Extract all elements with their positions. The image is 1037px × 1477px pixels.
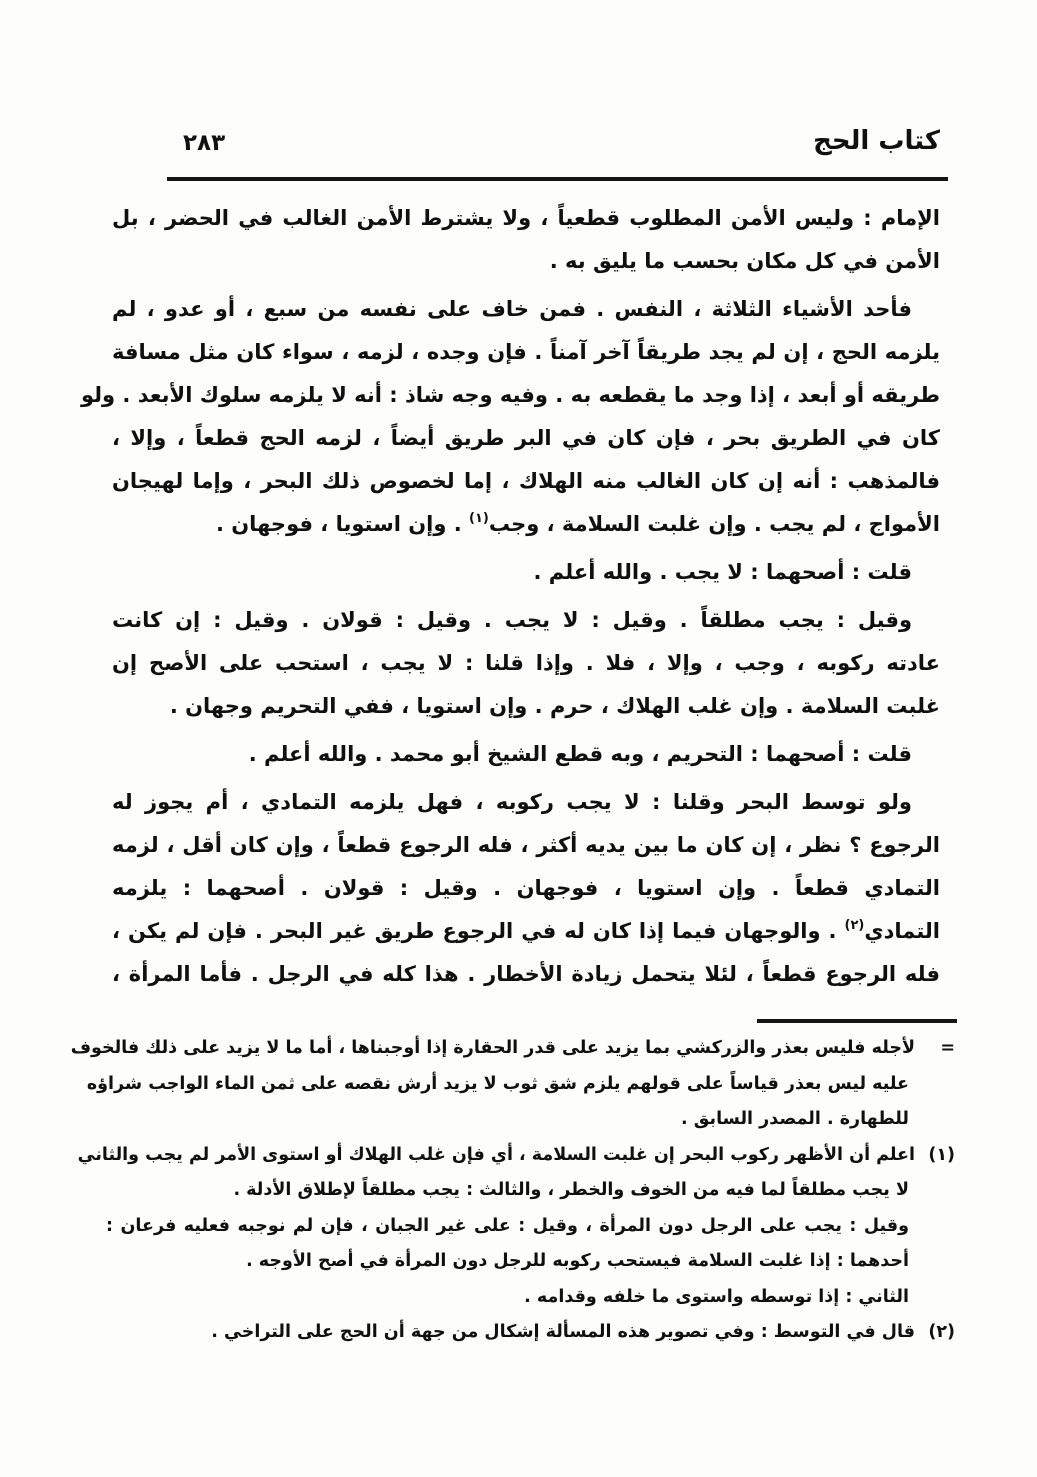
footnote-line xyxy=(106,1315,955,1351)
footnote-text: قال في التوسط : وفي تصوير هذه المسألة إشكال من جهة أن الحج على التراخي . xyxy=(211,1322,915,1342)
footnote-text: اعلم أن الأظهر ركوب البحر إن غلبت السلامة ، أي فإن غلب الهلاك أو استوى الأمر لم يجب والثاني xyxy=(77,1144,915,1165)
text-line: قلت : أصحهما : لا يجب . والله أعلم . xyxy=(533,560,912,584)
footnote-line xyxy=(70,1031,955,1067)
footnote-ref-2: (٢) xyxy=(844,918,865,933)
text-line: فأحد الأشياء الثلاثة ، النفس . فمن خاف على نفسه من سبع ، أو عدو ، لم xyxy=(112,297,912,321)
text-line: التمادي قطعاً . وإن استويا ، فوجهان . وقيل : قولان . أصحهما : يلزمه xyxy=(112,876,940,900)
footnote-line: وقيل : يجب على الرجل دون المرأة ، وقيل : على غير الجبان ، فإن لم نوجبه فعليه فرعان : xyxy=(106,1215,909,1236)
text-line: الأمن في كل مكان بحسب ما يليق به . xyxy=(549,249,940,273)
page-header xyxy=(183,126,940,156)
footnote-ref-1: (١) xyxy=(469,511,489,526)
footnote-marker-2: (٢) xyxy=(928,1322,955,1342)
text-line xyxy=(112,910,940,953)
footnote-separator xyxy=(757,1019,957,1023)
text-line: وقيل : يجب مطلقاً . وقيل : لا يجب . وقيل : قولان . وقيل : إن كانت xyxy=(112,608,912,632)
text-line: غلبت السلامة . وإن غلب الهلاك ، حرم . وإن استويا ، ففي التحريم وجهان . xyxy=(169,694,940,718)
line-text: . وإن استويا ، فوجهان . xyxy=(215,512,470,536)
line-text: الأمواج ، لم يجب . وإن غلبت السلامة ، وجب xyxy=(488,512,940,536)
footnote-marker-continuation: = xyxy=(940,1038,955,1058)
line-text: التمادي xyxy=(864,919,940,943)
text-line: فالمذهب : أنه إن كان الغالب منه الهلاك ، إما لخصوص ذلك البحر ، وإما لهيجان xyxy=(112,469,940,493)
text-line: طريقه أو أبعد ، إذا وجد ما يقطعه به . وفيه وجه شاذ : أنه لا يلزمه سلوك الأبعد . ولو xyxy=(80,383,940,407)
text-line xyxy=(112,503,940,546)
footnotes xyxy=(70,1031,955,1351)
header-rule xyxy=(167,177,948,181)
text-line: الإمام : وليس الأمن المطلوب قطعياً ، ولا يشترط الأمن الغالب في الحضر ، بل xyxy=(112,206,940,230)
footnote-text: لأجله فليس بعذر والزركشي بما يزيد على قدر الحقارة إذا أوجبناها ، أما ما لا يزيد على ذلك فالخوف xyxy=(70,1038,915,1058)
text-line: ولو توسط البحر وقلنا : لا يجب ركوبه ، فهل يلزمه التمادي ، أم يجوز له xyxy=(112,790,912,814)
text-line: فله الرجوع قطعاً ، لئلا يتحمل زيادة الأخطار . هذا كله في الرجل . فأما المرأة ، xyxy=(112,962,940,986)
chapter-title: كتاب الحج xyxy=(813,126,940,156)
footnote-line: لا يجب مطلقاً لما فيه من الخوف والخطر ، والثالث : يجب مطلقاً لإطلاق الأدلة . xyxy=(233,1180,909,1200)
text-line: قلت : أصحهما : التحريم ، وبه قطع الشيخ أبو محمد . والله أعلم . xyxy=(248,742,912,766)
page-number: ٢٨٣ xyxy=(183,130,226,156)
text-line: الرجوع ؟ نظر ، إن كان ما بين يديه أكثر ، فله الرجوع قطعاً ، وإن كان أقل ، لزمه xyxy=(112,833,940,857)
line-text: . والوجهان فيما إذا كان له في الرجوع طريق غير البحر . فإن لم يكن ، xyxy=(112,919,845,943)
footnote-line: الثاني : إذا توسطه واستوى ما خلفه وقدامه . xyxy=(524,1286,909,1307)
footnote-line: أحدهما : إذا غلبت السلامة فيستحب ركوبه للرجل دون المرأة في أصح الأوجه . xyxy=(246,1251,909,1271)
text-line: عادته ركوبه ، وجب ، وإلا ، فلا . وإذا قلنا : لا يجب ، استحب على الأصح إن xyxy=(112,651,940,675)
footnote-marker-1: (١) xyxy=(928,1144,955,1165)
footnote-line: للطهارة . المصدر السابق . xyxy=(681,1109,909,1129)
text-line: كان في الطريق بحر ، فإن كان في البر طريق أيضاً ، لزمه الحج قطعاً ، وإلا ، xyxy=(112,426,940,450)
body-text xyxy=(80,192,940,996)
footnote-line xyxy=(77,1138,955,1174)
text-line: يلزمه الحج ، إن لم يجد طريقاً آخر آمناً . فإن وجده ، لزمه ، سواء كان مثل مسافة xyxy=(112,340,940,364)
footnote-line: عليه ليس بعذر قياساً على قولهم يلزم شق ثوب لا يزيد أرش نقصه على ثمن الماء الواجب شراؤه xyxy=(86,1073,909,1094)
